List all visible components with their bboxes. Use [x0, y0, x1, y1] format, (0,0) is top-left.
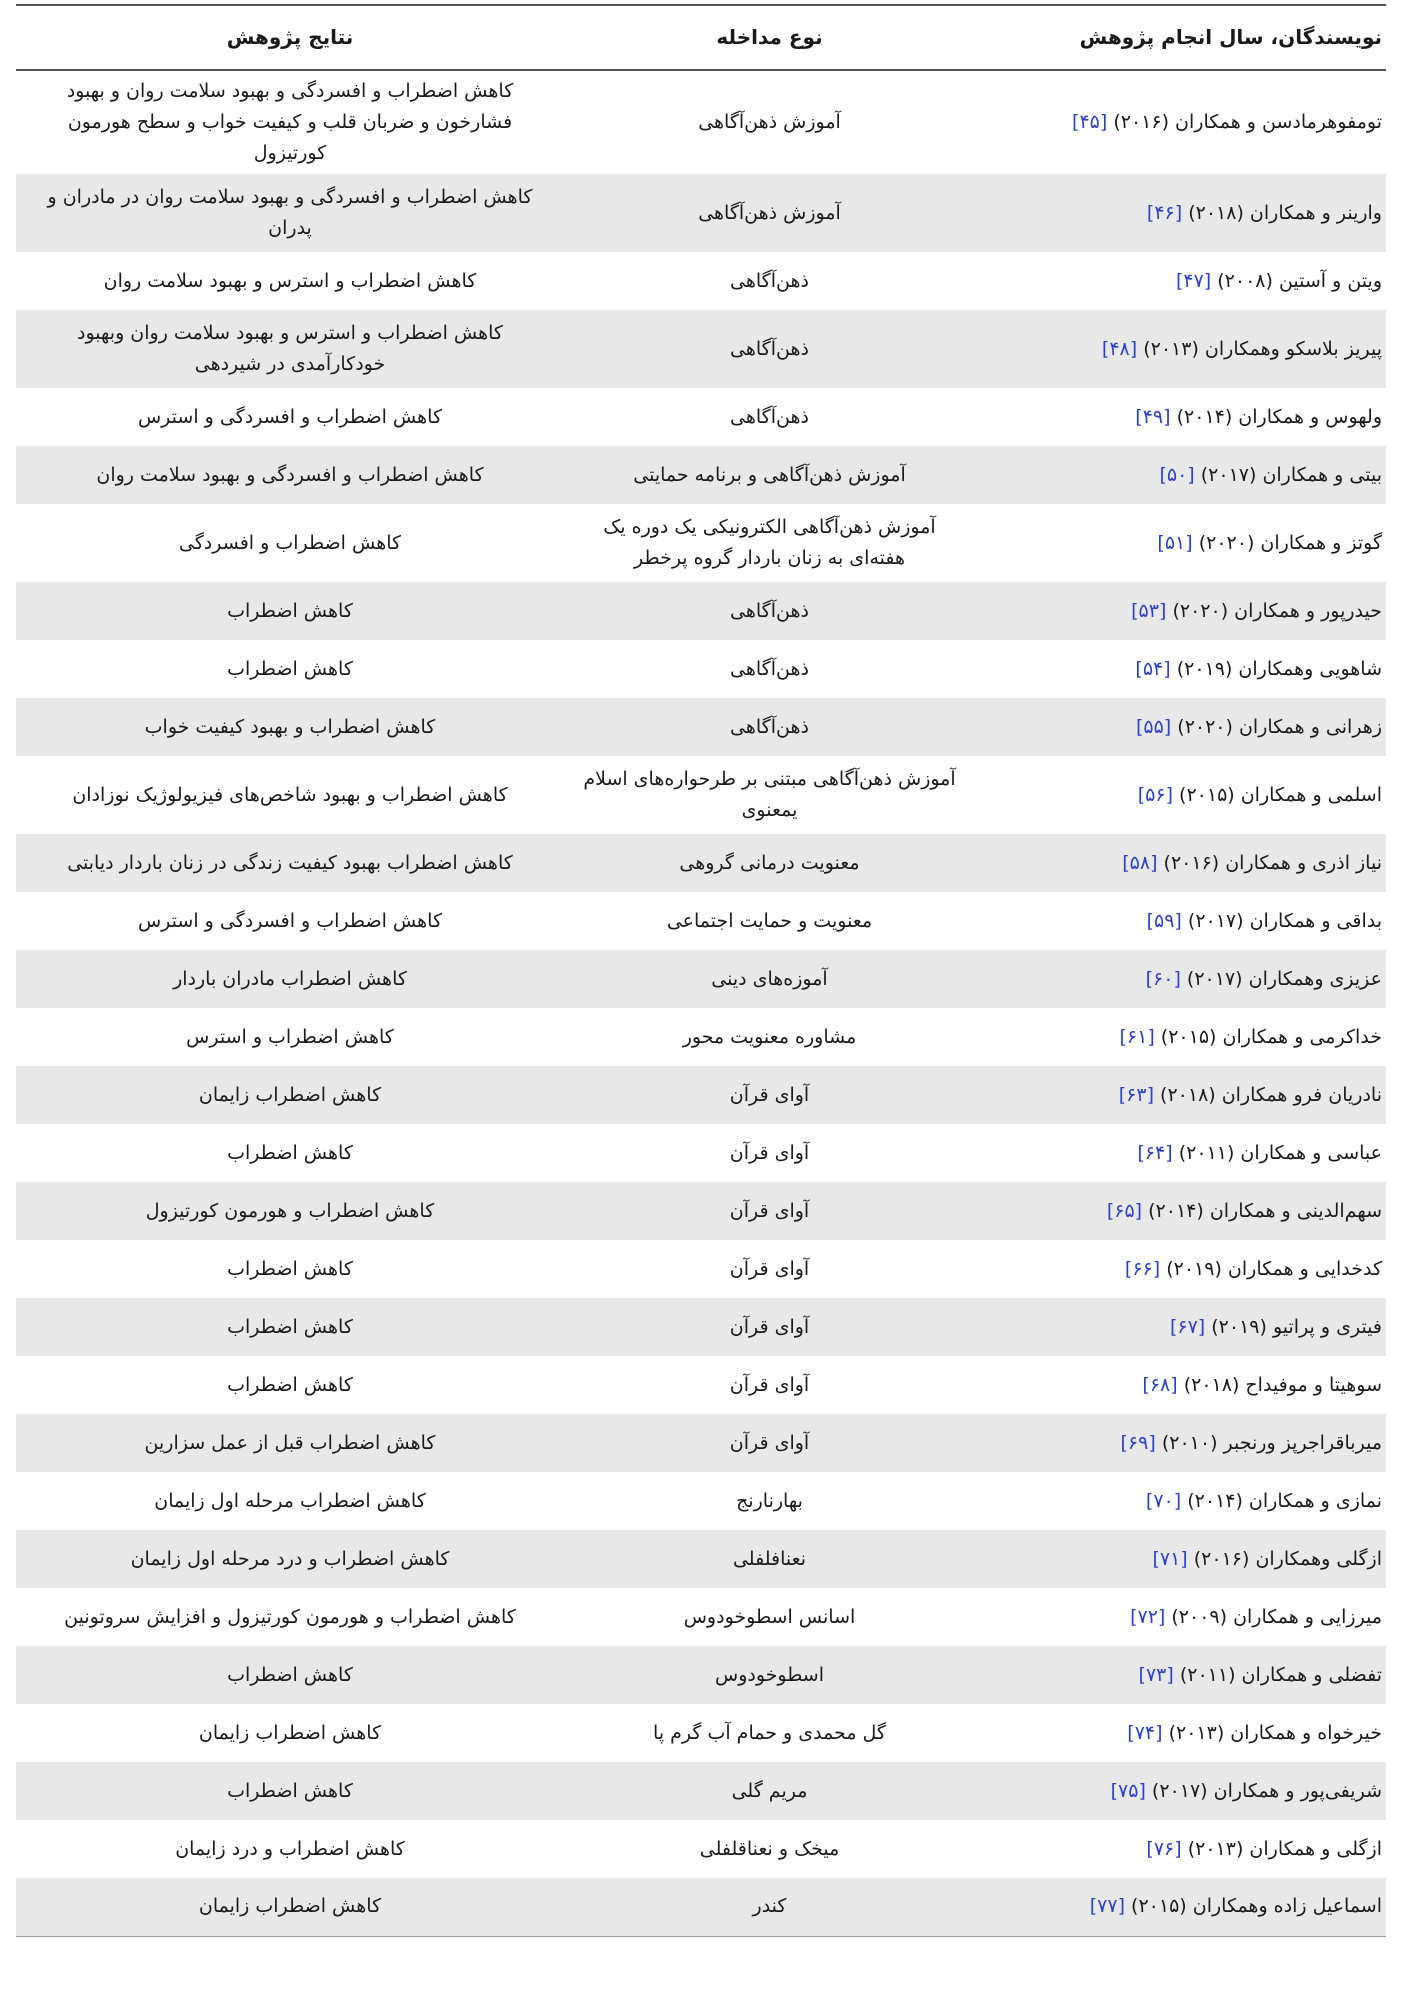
author-year-text: خیرخواه و همکاران (۲۰۱۳)	[1168, 1721, 1382, 1744]
cell-result: کاهش اضطراب و بهبود شاخص‌های فیزیولوژیک نوزادان	[72, 783, 508, 806]
reference-link[interactable]: [۷۴]	[1127, 1721, 1163, 1744]
table-row	[16, 1008, 1386, 1066]
cell-author-year	[975, 1588, 1386, 1646]
reference-link[interactable]: [۶۵]	[1106, 1199, 1143, 1222]
cell-intervention-type: آموزش ذهن‌آگاهی الکترونیکی یک دوره یک هفته‌ای به زنان باردار گروه پرخطر	[603, 516, 936, 569]
cell-intervention-type: آموزش ذهن‌آگاهی	[698, 111, 841, 133]
cell-intervention-type: مریم گلی	[564, 1762, 975, 1820]
cell-intervention-type: گل محمدی و حمام آب گرم پا	[653, 1721, 886, 1744]
author-year-text: کدخدایی و همکاران (۲۰۱۹)	[1166, 1257, 1382, 1280]
cell-result: کاهش اضطراب زایمان	[198, 1721, 382, 1744]
cell-intervention-type: ذهن‌آگاهی	[730, 657, 809, 680]
cell-result: کاهش اضطراب و استرس و بهبود سلامت روان	[103, 269, 477, 292]
table-row	[16, 1414, 1386, 1472]
reference-link[interactable]: [۶۳]	[1118, 1083, 1154, 1106]
cell-result: کاهش اضطراب	[16, 582, 564, 640]
cell-intervention-type: آموزه‌های دینی	[564, 950, 975, 1008]
author-year-text: سهم‌الدینی و همکاران (۲۰۱۴)	[1148, 1199, 1382, 1222]
reference-link[interactable]: [۶۷]	[1169, 1315, 1206, 1338]
table-row	[16, 70, 1386, 174]
table-row	[16, 1762, 1386, 1820]
cell-author-year	[975, 698, 1386, 756]
author-year-text: عباسی و همکاران (۲۰۱۱)	[1178, 1141, 1382, 1164]
cell-author-year	[975, 1530, 1386, 1588]
cell-author-year	[975, 1066, 1386, 1124]
reference-link[interactable]: [۶۱]	[1119, 1025, 1155, 1048]
cell-author-year	[975, 834, 1386, 892]
table-row	[16, 1646, 1386, 1704]
cell-author-year	[975, 70, 1386, 174]
reference-link[interactable]: [۶۰]	[1145, 967, 1181, 990]
cell-intervention-type: ذهن‌آگاهی	[564, 310, 975, 388]
cell-intervention-type: ذهن‌آگاهی	[730, 405, 809, 428]
reference-link[interactable]: [۴۶]	[1146, 201, 1183, 224]
reference-link[interactable]: [۷۱]	[1152, 1547, 1188, 1570]
cell-intervention-type: آوای قرآن	[729, 1141, 810, 1164]
header-row	[16, 5, 1386, 70]
cell-intervention-type: آوای قرآن	[564, 1414, 975, 1472]
cell-result: کاهش اضطراب	[227, 657, 353, 680]
cell-intervention-type: آوای قرآن	[564, 1066, 975, 1124]
author-year-text: بیتی و همکاران (۲۰۱۷)	[1200, 463, 1382, 486]
reference-link[interactable]: [۷۳]	[1138, 1663, 1174, 1686]
header-authors-year: نویسندگان، سال انجام پژوهش	[1079, 25, 1382, 49]
cell-author-year	[975, 1704, 1386, 1762]
table-row	[16, 950, 1386, 1008]
reference-link[interactable]: [۴۸]	[1101, 337, 1138, 360]
author-year-text: ویتن و آستین (۲۰۰۸)	[1217, 269, 1382, 292]
cell-result: کاهش اضطراب و افسردگی و بهبود سلامت روان و بهبود فشارخون و ضربان قلب و کیفیت خواب و سطح هورمون کورتیزول	[66, 80, 514, 164]
cell-author-year	[975, 1646, 1386, 1704]
table-row	[16, 1182, 1386, 1240]
table-row	[16, 1356, 1386, 1414]
table-row	[16, 1704, 1386, 1762]
cell-author-year	[975, 1878, 1386, 1936]
header-intervention-type: نوع مداخله	[716, 25, 823, 49]
author-year-text: پیریز بلاسکو وهمکاران (۲۰۱۳)	[1143, 337, 1382, 360]
table-row	[16, 834, 1386, 892]
reference-link[interactable]: [۴۵]	[1072, 111, 1108, 133]
cell-result: کاهش اضطراب زایمان	[16, 1066, 564, 1124]
table-row	[16, 892, 1386, 950]
cell-author-year	[975, 1008, 1386, 1066]
cell-result: کاهش اضطراب و بهبود کیفیت خواب	[16, 698, 564, 756]
table-row	[16, 582, 1386, 640]
cell-intervention-type: آموزش ذهن‌آگاهی و برنامه حمایتی	[564, 446, 975, 504]
author-year-text: گوتز و همکاران (۲۰۲۰)	[1198, 531, 1382, 554]
cell-intervention-type: اسطوخودوس	[564, 1646, 975, 1704]
cell-result: کاهش اضطراب	[16, 1762, 564, 1820]
cell-result: کاهش اضطراب و استرس و بهبود سلامت روان وبهبود خودکارآمدی در شیردهی	[16, 310, 564, 388]
table-row	[16, 388, 1386, 446]
author-year-text: فیتری و پراتیو (۲۰۱۹)	[1211, 1315, 1382, 1338]
cell-author-year	[975, 1298, 1386, 1356]
cell-author-year	[975, 950, 1386, 1008]
author-year-text: ازگلی وهمکاران (۲۰۱۶)	[1193, 1547, 1382, 1570]
cell-intervention-type: میخک و نعناقلفلی	[699, 1837, 840, 1860]
cell-intervention-type: آوای قرآن	[729, 1257, 810, 1280]
studies-table	[16, 4, 1386, 1937]
cell-result: کاهش اضطراب	[16, 1646, 564, 1704]
cell-intervention-type: ذهن‌آگاهی	[564, 698, 975, 756]
cell-intervention-type: آموزش ذهن‌آگاهی	[564, 174, 975, 252]
cell-result: کاهش اضطراب و افسردگی و بهبود سلامت روان در مادران و پدران	[16, 174, 564, 252]
reference-link[interactable]: [۵۰]	[1159, 463, 1195, 486]
cell-result: کاهش اضطراب	[227, 1257, 353, 1280]
cell-intervention-type: آوای قرآن	[564, 1298, 975, 1356]
cell-result: کاهش اضطراب	[16, 1298, 564, 1356]
reference-link[interactable]: [۵۳]	[1131, 599, 1167, 622]
table-row	[16, 310, 1386, 388]
table-row	[16, 252, 1386, 310]
reference-link[interactable]: [۶۴]	[1137, 1141, 1173, 1164]
author-year-text: زهرانی و همکاران (۲۰۲۰)	[1177, 715, 1382, 738]
reference-link[interactable]: [۶۸]	[1142, 1373, 1178, 1396]
cell-result: کاهش اضطراب	[227, 1141, 353, 1164]
cell-author-year	[975, 1472, 1386, 1530]
cell-author-year	[975, 1182, 1386, 1240]
author-year-text: حیدرپور و همکاران (۲۰۲۰)	[1172, 599, 1382, 622]
author-year-text: شریفی‌پور و همکاران (۲۰۱۷)	[1151, 1779, 1382, 1802]
author-year-text: اسماعیل زاده وهمکاران (۲۰۱۵)	[1131, 1895, 1382, 1918]
cell-result: کاهش اضطراب و افسردگی	[178, 531, 402, 554]
cell-result: کاهش اضطراب بهبود کیفیت زندگی در زنان باردار دیابتی	[16, 834, 564, 892]
author-year-text: خداکرمی و همکاران (۲۰۱۵)	[1160, 1025, 1382, 1048]
studies-table-container	[16, 4, 1386, 1937]
author-year-text: ولهوس و همکاران (۲۰۱۴)	[1176, 405, 1382, 428]
cell-result: کاهش اضطراب و استرس	[186, 1025, 394, 1048]
cell-author-year	[975, 1820, 1386, 1878]
reference-link[interactable]: [۵۵]	[1135, 715, 1172, 738]
author-year-text: میرزایی و همکاران (۲۰۰۹)	[1171, 1605, 1382, 1628]
cell-author-year	[975, 756, 1386, 834]
reference-link[interactable]: [۶۶]	[1124, 1257, 1161, 1280]
reference-link[interactable]: [۵۶]	[1137, 783, 1173, 806]
cell-author-year	[975, 504, 1386, 582]
cell-result: کاهش اضطراب و هورمون کورتیزول و افزایش سروتونین	[64, 1605, 516, 1628]
table-header	[16, 5, 1386, 70]
table-row	[16, 1588, 1386, 1646]
author-year-text: تفضلی و همکاران (۲۰۱۱)	[1179, 1663, 1382, 1686]
cell-intervention-type: آوای قرآن	[729, 1373, 810, 1396]
reference-link[interactable]: [۵۹]	[1146, 909, 1182, 932]
cell-result: کاهش اضطراب و افسردگی و استرس	[137, 909, 443, 932]
author-year-text: اسلمی و همکاران (۲۰۱۵)	[1179, 783, 1382, 806]
author-year-text: وارینر و همکاران (۲۰۱۸)	[1188, 201, 1382, 224]
table-body	[16, 70, 1386, 1936]
table-row	[16, 1240, 1386, 1298]
cell-author-year	[975, 1124, 1386, 1182]
cell-author-year	[975, 310, 1386, 388]
author-year-text: سوهیتا و موفیداح (۲۰۱۸)	[1183, 1373, 1382, 1396]
author-year-text: شاهویی وهمکاران (۲۰۱۹)	[1176, 657, 1382, 680]
cell-author-year	[975, 252, 1386, 310]
table-row	[16, 1820, 1386, 1878]
cell-intervention-type: ذهن‌آگاهی	[730, 269, 809, 292]
author-year-text: نمازی و همکاران (۲۰۱۴)	[1187, 1489, 1382, 1512]
cell-author-year	[975, 892, 1386, 950]
cell-intervention-type: ذهن‌آگاهی	[564, 582, 975, 640]
cell-result: کاهش اضطراب و افسردگی و بهبود سلامت روان	[16, 446, 564, 504]
cell-author-year	[975, 1762, 1386, 1820]
table-row	[16, 640, 1386, 698]
reference-link[interactable]: [۷۲]	[1130, 1605, 1166, 1628]
author-year-text: نیاز اذری و همکاران (۲۰۱۶)	[1163, 851, 1382, 874]
cell-intervention-type: کندر	[564, 1878, 975, 1936]
cell-author-year	[975, 640, 1386, 698]
cell-result: کاهش اضطراب مرحله اول زایمان	[154, 1489, 426, 1512]
reference-link[interactable]: [۵۴]	[1135, 657, 1171, 680]
reference-link[interactable]: [۷۰]	[1145, 1489, 1182, 1512]
table-row	[16, 174, 1386, 252]
table-row	[16, 1530, 1386, 1588]
cell-author-year	[975, 388, 1386, 446]
cell-result: کاهش اضطراب زایمان	[16, 1878, 564, 1936]
cell-result: کاهش اضطراب و هورمون کورتیزول	[16, 1182, 564, 1240]
cell-author-year	[975, 446, 1386, 504]
table-row	[16, 1066, 1386, 1124]
reference-link[interactable]: [۷۷]	[1089, 1895, 1125, 1918]
cell-intervention-type: آموزش ذهن‌آگاهی مبتنی بر طرحواره‌های اسلام یمعنوی	[583, 768, 956, 821]
cell-author-year	[975, 1414, 1386, 1472]
author-year-text: میرباقراجرپز ورنجبر (۲۰۱۰)	[1161, 1431, 1382, 1454]
author-year-text: نادریان فرو همکاران (۲۰۱۸)	[1160, 1083, 1382, 1106]
cell-intervention-type: اسانس اسطوخودوس	[683, 1605, 856, 1628]
cell-intervention-type: آوای قرآن	[564, 1182, 975, 1240]
cell-result: کاهش اضطراب و افسردگی و استرس	[137, 405, 443, 428]
table-row	[16, 1878, 1386, 1936]
reference-link[interactable]: [۴۷]	[1175, 269, 1212, 292]
cell-author-year	[975, 582, 1386, 640]
author-year-text: تومفوهرمادسن و همکاران (۲۰۱۶)	[1113, 111, 1382, 133]
table-row	[16, 446, 1386, 504]
reference-link[interactable]: [۵۸]	[1122, 851, 1158, 874]
author-year-text: بداقی و همکاران (۲۰۱۷)	[1187, 909, 1382, 932]
table-row	[16, 756, 1386, 834]
cell-result: کاهش اضطراب و درد زایمان	[175, 1837, 405, 1860]
cell-intervention-type: نعنافلفلی	[564, 1530, 975, 1588]
cell-intervention-type: معنویت درمانی گروهی	[564, 834, 975, 892]
author-year-text: عزیزی وهمکاران (۲۰۱۷)	[1186, 967, 1382, 990]
cell-intervention-type: بهارنارنج	[736, 1489, 803, 1512]
reference-link[interactable]: [۵۱]	[1157, 531, 1193, 554]
reference-link[interactable]: [۷۶]	[1146, 1837, 1182, 1860]
cell-result: کاهش اضطراب و درد مرحله اول زایمان	[16, 1530, 564, 1588]
cell-result: کاهش اضطراب مادران باردار	[16, 950, 564, 1008]
cell-author-year	[975, 1240, 1386, 1298]
reference-link[interactable]: [۶۹]	[1120, 1431, 1156, 1454]
table-row	[16, 504, 1386, 582]
cell-author-year	[975, 1356, 1386, 1414]
table-row	[16, 1298, 1386, 1356]
reference-link[interactable]: [۴۹]	[1135, 405, 1171, 428]
cell-author-year	[975, 174, 1386, 252]
cell-intervention-type: معنویت و حمایت اجتماعی	[666, 909, 873, 932]
header-results: نتایج پژوهش	[226, 25, 354, 49]
table-row	[16, 1124, 1386, 1182]
author-year-text: ازگلی و همکاران (۲۰۱۳)	[1187, 1837, 1382, 1860]
cell-intervention-type: مشاوره معنویت محور	[682, 1025, 857, 1048]
cell-result: کاهش اضطراب	[227, 1373, 353, 1396]
cell-result: کاهش اضطراب قبل از عمل سزارین	[16, 1414, 564, 1472]
table-row	[16, 698, 1386, 756]
reference-link[interactable]: [۷۵]	[1110, 1779, 1146, 1802]
table-row	[16, 1472, 1386, 1530]
